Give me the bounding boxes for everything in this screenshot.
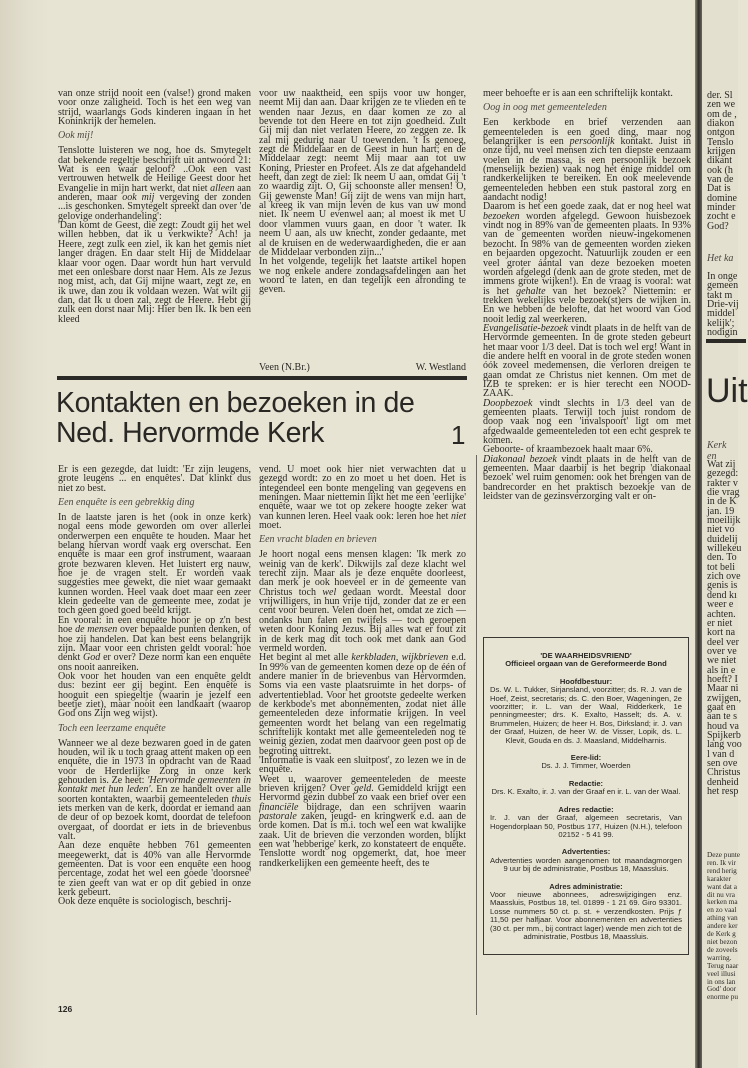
cutoff-line: om de ,	[707, 108, 737, 120]
cutoff-line: jan. 19	[707, 505, 735, 517]
emphasis: persoonlijk	[569, 136, 615, 148]
paragraph: voor uw naaktheid, een spijs voor uw honger, neemt Mij dan aan. Daar krijgen ze te vlieden en te wenden naar Jezus, en daar komen ze zo al bevende tot den Heere en tot zijn goedheid. Zult Gij mij dan niet verlaten Heere, zo zeggen ze. Ik zal mij gedurig naar U toewenden. 't Is genoeg, zegt de Middelaar en de Geest in hun hart; en de Middelaar zegt: neemt Mij maar aan tot uw Koning, Priester en Profeet. Als ze dat afgehandeld heeft, dan zegt de ziel: Ik neem U aan, omdat Gij 't zo waardig zijt. O, Gij schoonste aller mensen! O, Gij gewenste Man! Gij zijt de wens van mijn hart, al kreeg ik van mijn leven de kus van uw mond niet. Ik neem U evenwel aan; al moest ik met U door vlammen vuurs gaan, en door 't water. Ik neem U aan, als uw knecht, zonder gedaante, met al de kruisen en de wederwaardigheden, die er aan de Middelaar verbonden zijn...'	[259, 88, 466, 258]
cutoff-line: over ve	[707, 645, 737, 657]
cutoff-line: Christus	[707, 767, 741, 779]
emphasis: Evangelisatie-bezoek	[483, 322, 568, 334]
colophon-subtitle: Officieel orgaan van de Gereformeerde Bond	[505, 659, 667, 669]
paragraph: Er is een gezegde, dat luidt: 'Er zijn leugens, grote leugens ... en enquêtes'. Dat klinkt dus niet zo best.	[58, 464, 251, 494]
paragraph: En vooral: in een enquête hoor je op z'n best hoe de mensen over bepaalde punten denken, of hoe zij handelen. Dat kan best eens belangrijk zijn. Maar voor een christen geldt vooral: hoe denkt God er over? Deze norm kan een enquête ons nooit aanreiken.	[58, 614, 251, 673]
paragraph: Geboorte- of kraambezoek haalt maar 6%.	[483, 444, 653, 456]
cutoff-line: veel illusi	[707, 968, 736, 978]
next-page-cutoff	[702, 0, 748, 1068]
cutoff-line: rend herig	[707, 865, 737, 875]
emphasis: thuis	[231, 793, 251, 805]
cutoff-line: zich ove	[707, 571, 741, 583]
cutoff-line: takt m	[707, 289, 733, 301]
emphasis: God	[83, 652, 101, 664]
emphasis: Diakonaal bezoek	[483, 453, 557, 465]
paragraph: Ook voor het houden van een enquête geldt dus: bezint eer gij begint. Een enquête is hooguit een spiegeltje (waarin je jezelf een beetje ziet), maar nooit een landkaart (waarop God ons Zijn weg wijst).	[58, 670, 251, 720]
signature-author: W. Westland	[415, 362, 466, 373]
paragraph: Ook deze enquête is sociologisch, beschrij-	[58, 896, 232, 908]
cutoff-line: gaat en	[707, 701, 736, 713]
emphasis: alleen	[210, 182, 235, 194]
colophon-text: Ir. J. van der Graaf, algemeen secretaris, Van Hogendorplaan 50, Postbus 177, Huizen (N.H.), telefoon 02152 - 5 41 99.	[490, 813, 682, 839]
paragraph: In het volgende, tegelijk het laatste artikel hopen we nog enkele andere zondagsafdelingen aan het woord te laten, en dan tegelijk een afronding te geven.	[259, 256, 466, 296]
cutoff-line: en zo vaal	[707, 905, 737, 915]
paragraph: meer behoefte er is aan een schriftelijk kontakt.	[483, 88, 673, 99]
cutoff-line: middel	[707, 308, 735, 320]
cutoff-line: athing van	[707, 913, 738, 923]
next-page-heading: Het ka	[707, 253, 734, 264]
previous-article-signature	[259, 362, 466, 373]
cutoff-line: krijgen	[707, 146, 736, 158]
cutoff-line: kort na	[707, 627, 736, 639]
cutoff-line: als in e	[707, 664, 736, 676]
cutoff-line: ontgon	[707, 127, 735, 139]
colophon-title: 'DE WAARHEIDSVRIEND'	[540, 651, 632, 660]
paragraph: Diakonaal bezoek vindt plaats in de helft van de gemeenten. Maar daarbij is het begrip 'diakonaal bezoek' wel ruim genomen: ook het brengen van de bandrecorder en het praktisch bezoekje van de leidster van de gezinsverzorging valt er on-	[483, 453, 691, 503]
cutoff-line: l van d	[707, 748, 735, 760]
emphasis: financiële	[259, 801, 299, 813]
colophon-box	[483, 637, 689, 955]
cutoff-line: warring.	[707, 952, 732, 962]
emphasis: kerkbladen, wijkbrieven	[351, 652, 449, 664]
emphasis: gehalte	[516, 285, 546, 297]
cutoff-line: niet bezon	[707, 936, 738, 946]
subheading: Een enquête is een gebrekkig ding	[58, 497, 195, 509]
column-rule	[476, 455, 477, 1015]
emphasis: Doopbezoek	[483, 397, 533, 409]
emphasis: bezoeken	[483, 210, 520, 222]
paragraph: In de laatste jaren is het (ook in onze kerk) nogal eens mode geworden om over allerlei onderwerpen een enquête te houden. Maar het belang hiervan wordt vaak erg overschat. Een enquête is maar een grof instrument, waaraan grote bezwaren kleven. Het luistert erg nauw, hoe je de vragen stelt. Er worden vaak suggesties mee gewekt, die niet waar gemaakt kunnen worden. Heel vaak doet maar een zeer klein gedeelte van de gemeente mee, zodat je toch geen goed goed beeld krijgt.	[58, 512, 251, 617]
emphasis: 'Hervormde gemeenten in kontakt met hun leden'	[58, 774, 251, 796]
cutoff-line: karakter	[707, 873, 731, 883]
cutoff-line: tot beli	[707, 561, 736, 573]
subheading: Toch een leerzame enquête	[58, 722, 166, 734]
signature-place: Veen (N.Br.)	[259, 362, 310, 373]
colophon-heading: Redactie:	[568, 778, 604, 788]
colophon-text: Voor nieuwe abonnees, adreswijzigingen enz. Maassluis, Postbus 18, tel. 01899 - 1 21 69. Giro 93301. Losse nummers 50 ct. p. st. + verzendkosten. Prijs ƒ 11,50 per halfjaar. Voor abonnementen en advertenties (30 ct. per mm., bij contract lager) wende men zich tot de administratie, Postbus 18, Maassluis.	[490, 889, 682, 941]
colophon-heading: Advertenties:	[561, 847, 611, 857]
cutoff-line: kelijk';	[707, 317, 735, 329]
article-headline: Kontakten en bezoeken in de Ned. Hervormde Kerk	[56, 387, 415, 449]
paragraph: Evangelisatie-bezoek vindt plaats in de helft van de Hervormde gemeenten. In de grote steden gebeurt het maar voor 1/3 deel. Dat is toch wel erg! Want in die andere helft en vooral in de grote steden wonen óók zoveel medemensen, die verloren dreigen te gaan omdat ze Christus niet kennen. Om met de IZB te spreken: er is hier terecht een NOOD-ZAAK.	[483, 322, 691, 400]
cutoff-line: Tenslo	[707, 136, 734, 148]
emphasis: de mensen	[75, 624, 118, 636]
cutoff-line: God?	[707, 220, 729, 232]
cutoff-line: die vrag	[707, 487, 740, 499]
subheading: Oog in oog met gemeenteleden	[483, 102, 607, 114]
page-binding	[695, 0, 702, 1068]
paragraph: Een kerkbode en brief verzenden aan gemeenteleden is een goed ding, maar nog belangrijker is een persoonlijk kontakt. Juist in onze tijd, nu veel mensen zich ten diepste eenzaam voelen in de massa, is een persoonlijk bezoek (menselijk bezien) vaak nog het énige middel om randkerkelijken te bereiken. En ook meelevende gemeenteleden hebben een stuk pastoral zorg en aandacht nodig!	[483, 117, 691, 204]
cutoff-line: diakon	[707, 118, 735, 130]
cutoff-line: Maar ni	[707, 683, 739, 695]
cutoff-line: ren. Ik vir	[707, 857, 736, 867]
article-column-1	[58, 465, 251, 907]
cutoff-line: der. Sl	[707, 90, 733, 101]
paragraph: Weet u, waarover gemeenteleden de meeste brieven krijgen? Over geld. Gemiddeld krijgt een Hervormd gezin dubbel zo vaak een brief over een financiële bijdrage, dan een schrijven waarin pastorale zaken, jeugd- en kringwerk e.d. aan de orde komen. Dat is m.i. toch wel een wat kwalijke zaak. Uit de brieven die verzonden worden, blijkt een wat 'hebberige' kerk, zo konstateert de enquête. Tenslotte wordt nog opgemerkt, dat, hoe meer randkerkelijken een gemeente heeft, des te	[259, 773, 466, 869]
cutoff-line: de zoveels	[707, 944, 738, 954]
paragraph: Doopbezoek vindt slechts in 1/3 deel van de gemeenten plaats. Terwijl toch juist rondom de doop vaak nog een 'invalspoort' ligt om met afgedwaalde gemeenteleden tot een echt gesprek te komen.	[483, 397, 691, 447]
cutoff-line: gemeen	[707, 280, 739, 292]
cutoff-line: Dat is	[707, 183, 731, 195]
colophon-heading: Adres redactie:	[558, 804, 614, 814]
cutoff-line: kerken ma	[707, 897, 738, 907]
cutoff-line: in de K	[707, 496, 737, 508]
colophon-text: Advertenties worden aangenomen tot maandagmorgen 9 uur bij de administratie, Postbus 18, Maassluis.	[490, 855, 682, 874]
cutoff-line: hoeft? I	[707, 673, 738, 685]
cutoff-line: zen we	[707, 99, 736, 111]
cutoff-line: zwijgen,	[707, 692, 742, 704]
paragraph: Daarom is het een goede zaak, dat er nog heel wat bezoeken worden afgelegd. Gewoon huisbezoek vindt nog in 89% van de gemeenten plaats. In 93% van de gemeenten worden nieuw-ingekomenen bezocht. In 98% van de gemeenten worden zieken en bejaarden opgezocht. Natuurlijk zouden er een veel groter áántal van deze bezoeken moeten worden afgelegd (denk aan de grote steden, met de immens grote wijken!). En de vraag is vooral: wat is het gehalte van het bezoek? Niettemin: er trekken wekelijks vele bezoek(st)ers de wijken in. En we hebben de belofte, dat het woord van God nooit ledig zal weerkeren.	[483, 201, 691, 325]
next-page-headline: Uit	[706, 372, 748, 410]
emphasis: wel	[322, 586, 337, 598]
article-column-3	[483, 89, 691, 501]
cutoff-line: domine	[707, 192, 737, 204]
cutoff-line: genis is	[707, 580, 738, 592]
next-page-body	[707, 460, 742, 796]
page-number: 126	[58, 1004, 73, 1014]
cutoff-line: sen ove	[707, 758, 738, 769]
paragraph: 'Informatie is vaak een sluitpost', zo lezen we in de enquête.	[259, 754, 466, 776]
cutoff-line: ook (h	[707, 164, 733, 176]
paragraph: vend. U moet ook hier niet verwachten dat u gezegd wordt: zo en zo moet u het doen. Het is integendeel een bonte mengeling van gegevens en meningen. Maar niettemin lijkt het me een 'eerlijke' enquête, waar we tot op zekere hoogte zeker wat van kunnen leren. Heel vaak ook: leren hoe het niet moet.	[259, 464, 466, 532]
cutoff-line: den. To	[707, 552, 737, 564]
cutoff-line: In onge	[707, 271, 738, 282]
cutoff-line: aan te s	[707, 711, 737, 723]
page-edge-shadow	[0, 0, 50, 1068]
cutoff-line: enorme pu	[707, 992, 739, 1002]
cutoff-line: dit nu vra	[707, 889, 735, 899]
subheading: Een vracht bladen en brieven	[259, 534, 377, 546]
cutoff-line: weer e	[707, 599, 734, 611]
cutoff-line: houd va	[707, 720, 739, 732]
cutoff-line: duidelij	[707, 533, 738, 545]
subheading: Ook mij!	[58, 130, 94, 142]
cutoff-line: want dat a	[707, 881, 737, 891]
cutoff-line: moeilijk	[707, 515, 741, 527]
previous-article-column-1	[58, 89, 251, 324]
cutoff-line: gezegd:	[707, 468, 739, 480]
previous-article-column-2	[259, 89, 466, 295]
next-page-small-text	[707, 851, 740, 1001]
colophon-text: Drs. K. Exalto, ir. J. van der Graaf en ir. L. van der Waal.	[491, 787, 681, 797]
cutoff-line: God' door	[707, 984, 737, 994]
paragraph: 'Dan komt de Geest, die zegt: Zoudt gij het wel willen hebben, dat ik u verkwikte? Ach! ja Heere, zegt zulk een ziel, ik kan het gemis niet langer dragen. En daar stelt Hij de Middelaar klaar voor ogen. Daar wordt hun hart vervuld met een onlesbare dorst naar Hem. Als ze Jezus nog mist, ach, dat Gij mijne waart, zegt ze, en ik uwe, dan zou ik voldaan wezen. Wat wilt gij dan, dat Ik u doen zal, zegt de Heere. Hebt gij zulk een dorst naar Mij: Hier ben Ik. Ik ben een kleed	[58, 220, 251, 325]
next-page-subheading: Kerk en	[707, 440, 727, 462]
paragraph: van onze strijd nooit een (valse!) grond maken voor onze zaligheid. Toch is het een weg van strijd, waarlangs Gods kinderen ingaan in het Koninkrijk der hemelen.	[58, 88, 251, 128]
emphasis: pastorale	[259, 811, 297, 823]
cutoff-line: het resp	[707, 786, 739, 798]
cutoff-line: in ons lan	[707, 976, 736, 986]
cutoff-line: willekeu	[707, 543, 742, 555]
next-page-top-text	[707, 91, 737, 231]
cutoff-line: Terug naar	[707, 960, 739, 970]
article-column-2	[259, 465, 466, 868]
cutoff-line: dikant	[707, 155, 732, 167]
cutoff-line: andere ker	[707, 921, 738, 931]
cutoff-line: de Kerk g	[707, 929, 736, 939]
cutoff-line: we niet	[707, 655, 737, 667]
next-page-divider	[706, 339, 746, 343]
paragraph: Je hoort nogal eens mensen klagen: 'Ik merk zo weinig van de kerk'. Dikwijls zal deze klacht wel terecht zijn. Maar als je deze enquête doorleest, dan merk je ook hoeveel er in de gemeente van Christus toch wel gedaan wordt. Meestal door vrijwilligers, in hun vrije tijd, zonder dat ze er een cent voor beuren. Velen doen het, omdat ze zich — ondanks hun falen en twijfels — toch geroepen weten door Koning Jezus. Bij alles wat er fout zit in de kerk mag dit toch ook met dank aan God vermeld worden.	[259, 549, 466, 654]
paragraph: Het begint al met alle kerkbladen, wijkbrieven e.d. In 99% van de gemeenten komen deze op de één of andere manier in de brievenbus van Hervormden. Soms via een vaste plaatsruimte in het dorps- of advertentieblad. Voor het grootste gedeelte werken de kerkbode's met abonnementen, zodat niet álle gemeenteleden deze informatie krijgen. In veel gemeenten wordt het belang van een regelmatig schriftelijk kontakt met alle gemeenteleden nog te weinig gezien, zodat men daarvoor geen post op de begroting uittrekt.	[259, 652, 466, 757]
cutoff-line: nodigin	[707, 327, 738, 339]
next-page-paragraph	[707, 272, 739, 337]
cutoff-line: denheid	[707, 776, 739, 788]
cutoff-line: zocht e	[707, 211, 736, 223]
cutoff-line: Deze punte	[707, 850, 741, 859]
colophon-heading: Eere-lid:	[570, 753, 602, 763]
paragraph: Wanneer we al deze bezwaren goed in de gaten houden, wil ik u toch graag attent maken op een enquête, die in 1973 in opdracht van de Raad voor de Herderlijke Zorg in onze kerk gehouden is. Ze heet: 'Hervormde gemeenten in kontakt met hun leden'. En ze handelt over alle soorten kontakten, waarbij gemeenteleden thuis iets merken van de kerk, doordat er iemand aan de deur of op bezoek komt, doordat de telefoon overgaat, of doordat er iets in de brievenbus valt.	[58, 737, 251, 843]
cutoff-line: lang voo	[707, 739, 742, 751]
cutoff-line: deel ver	[707, 636, 739, 648]
paragraph: Aan deze enquête hebben 761 gemeenten meegewerkt, dat is 40% van alle Hervormde gemeenten. Dat is voor een enquête een hoog percentage, zodat het wel een goede 'doorsnee' te zien geeft van wat er op dit gebied in onze kerk gebeurt.	[58, 840, 251, 899]
emphasis: geld	[354, 783, 372, 794]
colophon-text: Ds. W. L. Tukker, Sirjansland, voorzitter; ds. R. J. van de Hoef, Zeist, secretaris; ds. C. den Boer, Wageningen, 2e voorzitter; ir. L. van der Waal, Ridderkerk, 1e penningmeester; drs. K. Exalto, Hasselt; ds. A. v. Brummelen, Huizen; de heer H. Bos, Dirksland; ir. J. van der Graaf, Huizen, de heer W. de Visser, Lopik, ds. L. Klevit, Gouda en ds. J. Maasland, Middelharnis.	[490, 685, 682, 745]
section-divider	[57, 376, 467, 380]
colophon-heading: Hoofdbestuur:	[559, 676, 613, 686]
emphasis: ook mij	[122, 192, 155, 204]
cutoff-line: dend kı	[707, 589, 737, 601]
emphasis: niet	[451, 510, 466, 522]
colophon-heading: Adres administratie:	[549, 881, 623, 891]
cutoff-line: van de	[707, 174, 734, 186]
paragraph: Tenslotte luisteren we nog, hoe ds. Smytegelt dat bekende regeltje beschrijft uit antwoord 21: Wat is een waar geloof? ..Ook een vast vertrouwen hetwelk de Heilige Geest door het Evangelie in mijn hart werkt, dat niet alleen aan anderen, maar ook mij vergeving der zonden ...is geschonken. Smytegelt spreekt dan over 'de gelovige onderhandeling':	[58, 145, 251, 222]
cutoff-line: er niet	[707, 617, 733, 629]
cutoff-line: rakter v	[707, 477, 738, 489]
cutoff-line: niet vo	[707, 524, 735, 536]
colophon-text: Ds. J. J. Timmer, Woerden	[541, 761, 631, 771]
cutoff-line: achten.	[707, 608, 736, 620]
article-part-number: 1	[451, 420, 466, 450]
cutoff-line: Drie-vij	[707, 299, 739, 311]
cutoff-line: Wat zij	[707, 459, 736, 470]
cutoff-line: Spijkerb	[707, 729, 741, 741]
cutoff-line: minder	[707, 202, 736, 214]
